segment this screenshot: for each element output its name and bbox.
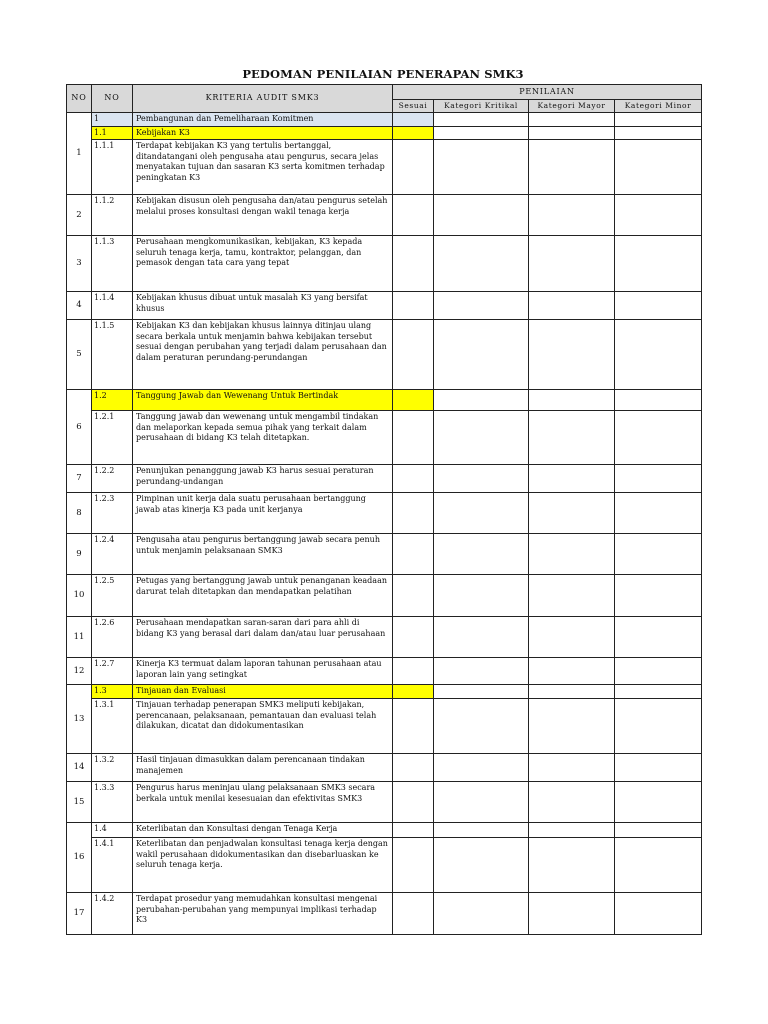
sesuai-cell[interactable] <box>393 823 434 838</box>
table-row <box>67 140 702 195</box>
minor-cell[interactable] <box>615 838 702 893</box>
mayor-cell[interactable] <box>529 754 615 782</box>
table-body <box>67 113 702 935</box>
header-kritikal: Kategori Kritikal <box>434 100 529 113</box>
mayor-cell[interactable] <box>529 658 615 685</box>
sesuai-cell[interactable] <box>393 493 434 534</box>
mayor-cell[interactable] <box>529 195 615 236</box>
row-number: 11 <box>67 617 92 658</box>
row-number: 9 <box>67 534 92 575</box>
row-number: 17 <box>67 893 92 935</box>
minor-cell[interactable] <box>615 823 702 838</box>
minor-cell[interactable] <box>615 195 702 236</box>
minor-cell[interactable] <box>615 390 702 411</box>
sesuai-cell[interactable] <box>393 685 434 699</box>
table-row <box>67 390 702 411</box>
mayor-cell[interactable] <box>529 823 615 838</box>
criteria-text: Kinerja K3 termuat dalam laporan tahunan perusahaan atau laporan lain yang setingkat <box>133 658 393 685</box>
criteria-code: 1.1 <box>92 127 133 140</box>
sesuai-cell[interactable] <box>393 782 434 823</box>
table-row <box>67 823 702 838</box>
row-number: 6 <box>67 390 92 465</box>
row-number: 8 <box>67 493 92 534</box>
criteria-text: Tinjauan terhadap penerapan SMK3 meliputi kebijakan, perencanaan, pelaksanaan, pemantauan dan evaluasi telah dilakukan, dicatat dan didokumentasikan <box>133 699 393 754</box>
kritikal-cell[interactable] <box>434 140 529 195</box>
criteria-code: 1.1.1 <box>92 140 133 195</box>
table-row <box>67 113 702 127</box>
criteria-code: 1.4.1 <box>92 838 133 893</box>
kritikal-cell[interactable] <box>434 320 529 390</box>
criteria-text: Penunjukan penanggung jawab K3 harus sesuai peraturan perundang-undangan <box>133 465 393 493</box>
row-number: 2 <box>67 195 92 236</box>
criteria-code: 1.1.4 <box>92 292 133 320</box>
minor-cell[interactable] <box>615 754 702 782</box>
criteria-text: Terdapat prosedur yang memudahkan konsultasi mengenai perubahan-perubahan yang mempunyai implikasi terhadap K3 <box>133 893 393 935</box>
kritikal-cell[interactable] <box>434 575 529 617</box>
row-number: 10 <box>67 575 92 617</box>
minor-cell[interactable] <box>615 236 702 292</box>
table-row <box>67 617 702 658</box>
audit-table <box>66 84 702 935</box>
page-title: PEDOMAN PENILAIAN PENERAPAN SMK3 <box>242 67 524 81</box>
table-row <box>67 658 702 685</box>
sesuai-cell[interactable] <box>393 658 434 685</box>
kritikal-cell[interactable] <box>434 390 529 411</box>
row-number: 14 <box>67 754 92 782</box>
table-row <box>67 411 702 465</box>
header-minor: Kategori Minor <box>615 100 702 113</box>
criteria-text: Petugas yang bertanggung jawab untuk penanganan keadaan darurat telah ditetapkan dan mendapatkan pelatihan <box>133 575 393 617</box>
criteria-text: Keterlibatan dan Konsultasi dengan Tenaga Kerja <box>133 823 393 838</box>
row-number: 13 <box>67 685 92 754</box>
row-number: 16 <box>67 823 92 893</box>
sesuai-cell[interactable] <box>393 465 434 493</box>
minor-cell[interactable] <box>615 411 702 465</box>
sesuai-cell[interactable] <box>393 893 434 935</box>
criteria-code: 1.3 <box>92 685 133 699</box>
criteria-text: Pengusaha atau pengurus bertanggung jawab secara penuh untuk menjamin pelaksanaan SMK3 <box>133 534 393 575</box>
row-number: 3 <box>67 236 92 292</box>
minor-cell[interactable] <box>615 685 702 699</box>
kritikal-cell[interactable] <box>434 699 529 754</box>
mayor-cell[interactable] <box>529 292 615 320</box>
criteria-code: 1.1.3 <box>92 236 133 292</box>
table-row <box>67 782 702 823</box>
mayor-cell[interactable] <box>529 893 615 935</box>
minor-cell[interactable] <box>615 699 702 754</box>
table-row <box>67 685 702 699</box>
kritikal-cell[interactable] <box>434 493 529 534</box>
kritikal-cell[interactable] <box>434 465 529 493</box>
header-no: NO <box>67 85 92 113</box>
criteria-code: 1.4.2 <box>92 893 133 935</box>
table-row <box>67 465 702 493</box>
mayor-cell[interactable] <box>529 782 615 823</box>
mayor-cell[interactable] <box>529 113 615 127</box>
mayor-cell[interactable] <box>529 465 615 493</box>
kritikal-cell[interactable] <box>434 685 529 699</box>
header-kriteria: KRITERIA AUDIT SMK3 <box>133 85 393 113</box>
minor-cell[interactable] <box>615 893 702 935</box>
criteria-code: 1.2.4 <box>92 534 133 575</box>
table-row <box>67 127 702 140</box>
sesuai-cell[interactable] <box>393 113 434 127</box>
row-number: 7 <box>67 465 92 493</box>
kritikal-cell[interactable] <box>434 195 529 236</box>
row-number: 4 <box>67 292 92 320</box>
row-number: 12 <box>67 658 92 685</box>
table-row <box>67 699 702 754</box>
minor-cell[interactable] <box>615 113 702 127</box>
mayor-cell[interactable] <box>529 838 615 893</box>
table-row <box>67 838 702 893</box>
criteria-text: Kebijakan khusus dibuat untuk masalah K3 yang bersifat khusus <box>133 292 393 320</box>
criteria-code: 1.3.1 <box>92 699 133 754</box>
row-number: 5 <box>67 320 92 390</box>
header-mayor: Kategori Mayor <box>529 100 615 113</box>
header-no-2: NO <box>92 85 133 113</box>
criteria-code: 1.2.2 <box>92 465 133 493</box>
sesuai-cell[interactable] <box>393 292 434 320</box>
sesuai-cell[interactable] <box>393 140 434 195</box>
sesuai-cell[interactable] <box>393 127 434 140</box>
criteria-code: 1.2 <box>92 390 133 411</box>
mayor-cell[interactable] <box>529 320 615 390</box>
table-row <box>67 236 702 292</box>
criteria-text: Kebijakan K3 <box>133 127 393 140</box>
header-penilaian: PENILAIAN <box>393 85 702 100</box>
sesuai-cell[interactable] <box>393 534 434 575</box>
minor-cell[interactable] <box>615 140 702 195</box>
sesuai-cell[interactable] <box>393 390 434 411</box>
sesuai-cell[interactable] <box>393 411 434 465</box>
kritikal-cell[interactable] <box>434 617 529 658</box>
minor-cell[interactable] <box>615 493 702 534</box>
sesuai-cell[interactable] <box>393 320 434 390</box>
sesuai-cell[interactable] <box>393 575 434 617</box>
table-row <box>67 893 702 935</box>
criteria-text: Terdapat kebijakan K3 yang tertulis bertanggal, ditandatangani oleh pengusaha atau pengurus, secara jelas menyatakan tujuan dan sasaran K3 serta komitmen terhadap peningkatan K3 <box>133 140 393 195</box>
kritikal-cell[interactable] <box>434 754 529 782</box>
criteria-text: Hasil tinjauan dimasukkan dalam perencanaan tindakan manajemen <box>133 754 393 782</box>
mayor-cell[interactable] <box>529 685 615 699</box>
table-row <box>67 754 702 782</box>
criteria-code: 1.2.5 <box>92 575 133 617</box>
table-row <box>67 320 702 390</box>
sesuai-cell[interactable] <box>393 236 434 292</box>
kritikal-cell[interactable] <box>434 823 529 838</box>
criteria-code: 1 <box>92 113 133 127</box>
minor-cell[interactable] <box>615 292 702 320</box>
mayor-cell[interactable] <box>529 534 615 575</box>
criteria-code: 1.3.2 <box>92 754 133 782</box>
criteria-text: Pimpinan unit kerja dala suatu perusahaan bertanggung jawab atas kinerja K3 pada unit kerjanya <box>133 493 393 534</box>
criteria-code: 1.4 <box>92 823 133 838</box>
criteria-text: Tanggung jawab dan wewenang untuk mengambil tindakan dan melaporkan kepada semua pihak yang terkait dalam perusahaan di bidang K3 telah ditetapkan. <box>133 411 393 465</box>
criteria-code: 1.1.2 <box>92 195 133 236</box>
minor-cell[interactable] <box>615 534 702 575</box>
mayor-cell[interactable] <box>529 127 615 140</box>
criteria-text: Perusahaan mendapatkan saran-saran dari para ahli di bidang K3 yang berasal dari dalam dan/atau luar perusahaan <box>133 617 393 658</box>
criteria-text: Kebijakan disusun oleh pengusaha dan/atau pengurus setelah melalui proses konsultasi dengan wakil tenaga kerja <box>133 195 393 236</box>
kritikal-cell[interactable] <box>434 292 529 320</box>
sesuai-cell[interactable] <box>393 754 434 782</box>
kritikal-cell[interactable] <box>434 113 529 127</box>
criteria-text: Perusahaan mengkomunikasikan, kebijakan, K3 kepada seluruh tenaga kerja, tamu, kontraktor, pelanggan, dan pemasok dengan tata cara yang tepat <box>133 236 393 292</box>
kritikal-cell[interactable] <box>434 236 529 292</box>
mayor-cell[interactable] <box>529 411 615 465</box>
minor-cell[interactable] <box>615 575 702 617</box>
criteria-code: 1.2.7 <box>92 658 133 685</box>
criteria-text: Pengurus harus meninjau ulang pelaksanaan SMK3 secara berkala untuk menilai kesesuaian dan efektivitas SMK3 <box>133 782 393 823</box>
kritikal-cell[interactable] <box>434 838 529 893</box>
mayor-cell[interactable] <box>529 617 615 658</box>
header-sesuai: Sesuai <box>393 100 434 113</box>
criteria-code: 1.2.6 <box>92 617 133 658</box>
kritikal-cell[interactable] <box>434 893 529 935</box>
criteria-code: 1.2.3 <box>92 493 133 534</box>
kritikal-cell[interactable] <box>434 411 529 465</box>
minor-cell[interactable] <box>615 127 702 140</box>
table-row <box>67 292 702 320</box>
kritikal-cell[interactable] <box>434 658 529 685</box>
sesuai-cell[interactable] <box>393 617 434 658</box>
table-row <box>67 534 702 575</box>
mayor-cell[interactable] <box>529 575 615 617</box>
sesuai-cell[interactable] <box>393 699 434 754</box>
mayor-cell[interactable] <box>529 493 615 534</box>
minor-cell[interactable] <box>615 782 702 823</box>
kritikal-cell[interactable] <box>434 782 529 823</box>
row-number: 15 <box>67 782 92 823</box>
minor-cell[interactable] <box>615 465 702 493</box>
mayor-cell[interactable] <box>529 140 615 195</box>
minor-cell[interactable] <box>615 320 702 390</box>
criteria-text: Keterlibatan dan penjadwalan konsultasi tenaga kerja dengan wakil perusahaan didokumentasikan dan disebarluaskan ke seluruh tenaga kerja. <box>133 838 393 893</box>
table-row <box>67 493 702 534</box>
table-row <box>67 575 702 617</box>
criteria-text: Tinjauan dan Evaluasi <box>133 685 393 699</box>
mayor-cell[interactable] <box>529 390 615 411</box>
criteria-code: 1.3.3 <box>92 782 133 823</box>
sesuai-cell[interactable] <box>393 195 434 236</box>
criteria-text: Tanggung Jawab dan Wewenang Untuk Bertindak <box>133 390 393 411</box>
mayor-cell[interactable] <box>529 699 615 754</box>
criteria-code: 1.1.5 <box>92 320 133 390</box>
mayor-cell[interactable] <box>529 236 615 292</box>
minor-cell[interactable] <box>615 658 702 685</box>
criteria-text: Kebijakan K3 dan kebijakan khusus lainnya ditinjau ulang secara berkala untuk menjamin bahwa kebijakan tersebut sesuai dengan perubahan yang terjadi dalam perusahaan dan dalam peraturan perundang-perundangan <box>133 320 393 390</box>
criteria-code: 1.2.1 <box>92 411 133 465</box>
kritikal-cell[interactable] <box>434 534 529 575</box>
minor-cell[interactable] <box>615 617 702 658</box>
criteria-text: Pembangunan dan Pemeliharaan Komitmen <box>133 113 393 127</box>
kritikal-cell[interactable] <box>434 127 529 140</box>
sesuai-cell[interactable] <box>393 838 434 893</box>
table-row <box>67 195 702 236</box>
row-number: 1 <box>67 113 92 195</box>
